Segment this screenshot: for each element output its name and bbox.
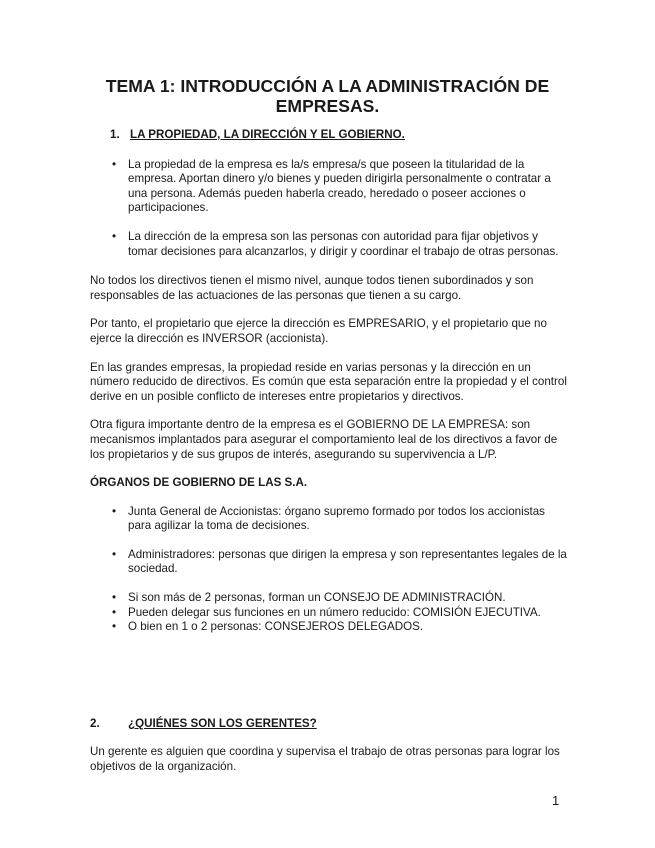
bullet-icon: • [112,229,117,243]
paragraph: Otra figura importante dentro de la empresa es el GOBIERNO DE LA EMPRESA: son mecanismos implantados para asegurar el comportamiento leal de los directivos a favor de los propietarios y de sus grupos de interés, asegurando su supervivencia a L/P. [90,418,558,461]
section-1-heading [90,128,570,143]
list-item [90,548,570,577]
bullet-text: La dirección de la empresa son las personas con autoridad para fijar objetivos y tomar decisiones para alcanzarlos, y dirigir y coordinar el trabajo de otras personas. [128,229,559,258]
title-line-2: EMPRESAS. [275,96,380,116]
bullet-text: Si son más de 2 personas, forman un CONSEJO DE ADMINISTRACIÓN. [128,591,506,605]
bullet-text: Administradores: personas que dirigen la empresa y son representantes legales de la sociedad. [128,547,567,576]
list-item [90,620,570,635]
section-2-heading [90,717,570,732]
paragraph: Un gerente es alguien que coordina y supervisa el trabajo de otras personas para lograr los objetivos de la organización. [90,745,560,774]
organos-bullet-list [90,505,570,635]
page-number: 1 [552,793,560,808]
section-1-number: 1. [110,128,120,141]
bullet-text: La propiedad de la empresa es la/s empresa/s que poseen la titularidad de la empresa. Aportan dinero y/o bienes y pueden dirigirla personalmente o contratar a una persona. Además pueden haberla creado, heredado o poseer acciones o participaciones. [128,157,551,215]
list-item [90,230,570,259]
section-2-number: 2. [90,716,100,730]
bullet-icon: • [112,504,117,518]
organos-heading: ÓRGANOS DE GOBIERNO DE LAS S.A. [90,476,308,490]
list-item [90,505,570,534]
document-body [90,128,570,775]
document-title [60,76,595,116]
paragraph: En las grandes empresas, la propiedad reside en varias personas y la dirección en un número reducido de directivos. Es común que esta separación entre la propiedad y el control derive en un posible conflicto de intereses entre propietarios y directivos. [90,360,567,403]
bullet-text: O bien en 1 o 2 personas: CONSEJEROS DELEGADOS. [128,620,424,634]
bullet-icon: • [112,547,117,561]
list-item [90,158,570,216]
bullet-text: Junta General de Accionistas: órgano supremo formado por todos los accionistas para agilizar la toma de decisiones. [128,504,545,533]
bullet-icon: • [112,157,117,171]
section-1-bullet-list [90,158,570,260]
title-line-1: TEMA 1: INTRODUCCIÓN A LA ADMINISTRACIÓN DE [105,76,550,96]
section-1-title: LA PROPIEDAD, LA DIRECCIÓN Y EL GOBIERNO. [130,128,405,141]
bullet-icon: • [112,620,117,634]
bullet-icon: • [112,591,117,605]
section-2-title: ¿QUIÉNES SON LOS GERENTES? [128,716,317,730]
paragraph: No todos los directivos tienen el mismo nivel, aunque todos tienen subordinados y son responsables de las actuaciones de las personas que tienen a su cargo. [90,274,534,302]
list-item [90,591,570,606]
bullet-icon: • [112,605,117,619]
bullet-text: Pueden delegar sus funciones en un número reducido: COMISIÓN EJECUTIVA. [128,605,541,619]
paragraph: Por tanto, el propietario que ejerce la dirección es EMPRESARIO, y el propietario que no ejerce la dirección es INVERSOR (accionista). [90,317,547,345]
list-item [90,606,570,621]
